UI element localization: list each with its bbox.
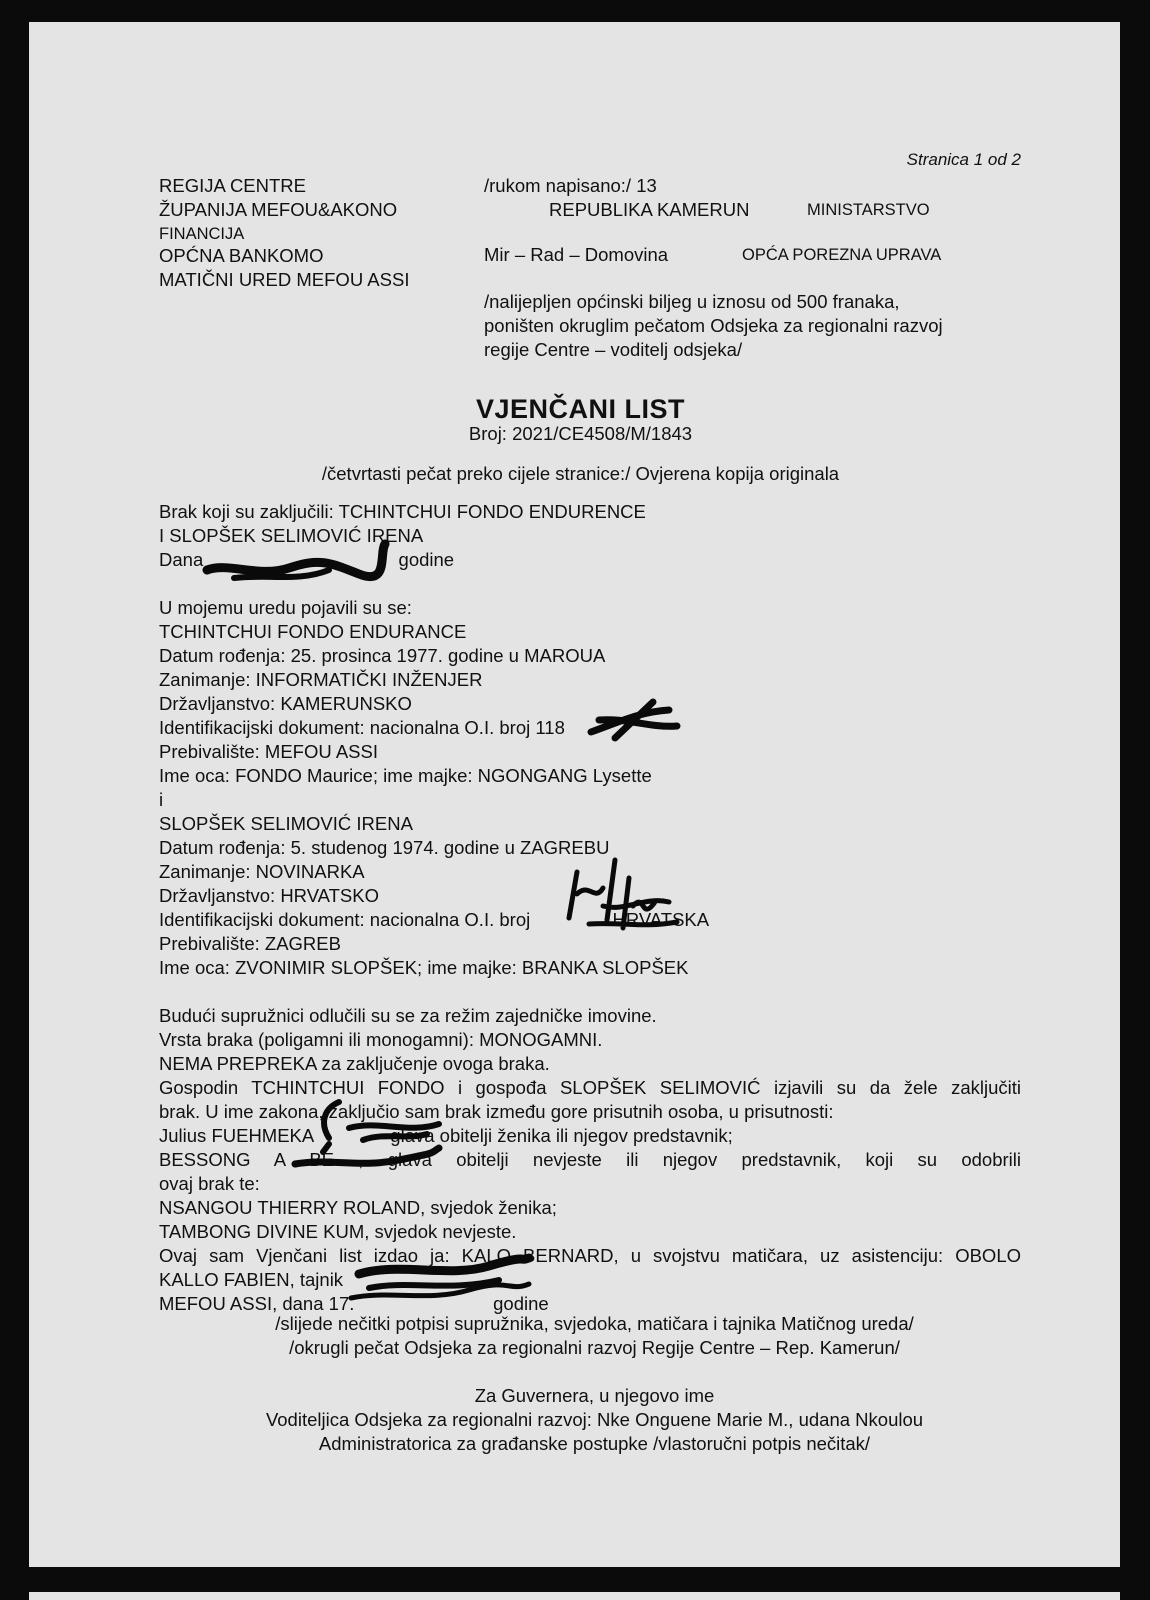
marriage-line: I SLOPŠEK SELIMOVIĆ IRENA — [159, 525, 424, 546]
bride-line: SLOPŠEK SELIMOVIĆ IRENA — [159, 813, 413, 834]
ceremony-line: brak. U ime zakona, zaključio sam brak između gore prisutnih osoba, u prisutnosti: — [159, 1101, 834, 1122]
bride-line: Prebivalište: ZAGREB — [159, 933, 341, 954]
signatures-note: /slijede nečitki potpisi supružnika, svjedoka, matičara i tajnika Matičnog ureda/ — [275, 1313, 914, 1334]
ceremony-line: Julius FUEHMEKA glava obitelji ženika ili njegov predstavnik; — [159, 1125, 733, 1146]
groom-line: Prebivalište: MEFOU ASSI — [159, 741, 378, 762]
document-number: Broj: 2021/CE4508/M/1843 — [468, 423, 693, 444]
groom-line: TCHINTCHUI FONDO ENDURANCE — [159, 621, 467, 642]
bride-line: Datum rođenja: 5. studenog 1974. godine u ZAGREBU — [159, 837, 610, 858]
ministry-label: MINISTARSTVO — [807, 201, 930, 219]
tax-office-label: OPĆA POREZNA UPRAVA — [742, 246, 942, 264]
groom-line: Zanimanje: INFORMATIČKI INŽENJER — [159, 669, 483, 690]
header-left-line: ŽUPANIJA MEFOU&AKONO — [159, 199, 398, 220]
document-title: VJENČANI LIST — [475, 394, 686, 424]
ceremony-line: TAMBONG DIVINE KUM, svjedok nevjeste. — [159, 1221, 517, 1242]
ceremony-line: NSANGOU THIERRY ROLAND, svjedok ženika; — [159, 1197, 557, 1218]
ceremony-line: Gospodin TCHINTCHUI FONDO i gospođa SLOPŠEK SELIMOVIĆ izjavili su da žele zaključiti — [159, 1077, 1021, 1098]
handwritten-note: /rukom napisano:/ 13 — [484, 175, 657, 196]
bride-line: Državljanstvo: HRVATSKO — [159, 885, 380, 906]
groom-line: Državljanstvo: KAMERUNSKO — [159, 693, 412, 714]
redaction-mark — [295, 1148, 439, 1164]
ceremony-line: KALLO FABIEN, tajnik — [159, 1269, 344, 1290]
ceremony-line: BESSONG A BE , glava obitelji nevjeste ili njegov predstavnik, koji su odobrili — [159, 1149, 1021, 1170]
republic-name: REPUBLIKA KAMERUN — [549, 199, 750, 220]
groom-line: Ime oca: FONDO Maurice; ime majke: NGONGANG Lysette — [159, 765, 652, 786]
groom-line: Identifikacijski dokument: nacionalna O.I. broj 118 — [159, 717, 565, 738]
stamp-note-line: regije Centre – voditelj odsjeka/ — [484, 339, 743, 360]
stamp-note-line: poništen okruglim pečatom Odsjeka za regionalni razvoj — [484, 315, 943, 336]
closing-line: Voditeljica Odsjeka za regionalni razvoj: Nke Onguene Marie M., udana Nkoulou — [265, 1409, 924, 1430]
certified-copy-note: /četvrtasti pečat preko cijele stranice:/ Ovjerena kopija originala — [321, 463, 840, 484]
bride-line: Ime oca: ZVONIMIR SLOPŠEK; ime majke: BRANKA SLOPŠEK — [159, 957, 689, 978]
groom-line: i — [159, 789, 164, 810]
ceremony-line: MEFOU ASSI, dana 17. godine — [159, 1293, 549, 1314]
redaction-mark — [207, 544, 385, 577]
closing-line: Administratorica za građanske postupke /vlastoručni potpis nečitak/ — [318, 1433, 871, 1454]
stamp-note-line: /nalijepljen općinski biljeg u iznosu od 500 franaka, — [484, 291, 900, 312]
redaction-mark — [591, 702, 677, 738]
motto: Mir – Rad – Domovina — [484, 244, 669, 265]
next-page-edge — [29, 1592, 1120, 1600]
redaction-mark — [323, 1102, 439, 1152]
header-left-line: REGIJA CENTRE — [159, 175, 306, 196]
groom-line: Datum rođenja: 25. prosinca 1977. godine u MAROUA — [159, 645, 606, 666]
groom-line: U mojemu uredu pojavili su se: — [159, 597, 412, 618]
bride-line: Identifikacijski dokument: nacionalna O.I. broj HRVATSKA — [159, 909, 710, 930]
seal-note: /okrugli pečat Odsjeka za regionalni razvoj Regije Centre – Rep. Kamerun/ — [289, 1337, 900, 1358]
ceremony-line: Ovaj sam Vjenčani list izdao ja: KALO BERNARD, u svojstvu matičara, uz asistenciju: OBOLO — [159, 1245, 1021, 1266]
marriage-line: Brak koji su zaključili: TCHINTCHUI FONDO ENDURENCE — [159, 501, 646, 522]
ceremony-line: Budući supružnici odlučili su se za režim zajedničke imovine. — [159, 1005, 657, 1026]
page-number: Stranica 1 od 2 — [906, 150, 1021, 169]
ceremony-line: ovaj brak te: — [159, 1173, 260, 1194]
ceremony-line: Vrsta braka (poligamni ili monogamni): MONOGAMNI. — [159, 1029, 603, 1050]
redaction-scribbles — [29, 22, 1120, 1567]
marriage-line: Dana godine — [159, 549, 455, 570]
bride-line: Zanimanje: NOVINARKA — [159, 861, 365, 882]
header-left-line: FINANCIJA — [159, 225, 245, 243]
document-page — [29, 22, 1120, 1567]
redaction-mark — [569, 860, 677, 928]
closing-line: Za Guvernera, u njegovo ime — [474, 1385, 715, 1406]
ceremony-line: NEMA PREPREKA za zaključenje ovoga braka. — [159, 1053, 550, 1074]
header-left-line: MATIČNI URED MEFOU ASSI — [159, 269, 410, 290]
redaction-mark — [359, 1258, 529, 1274]
header-left-line: OPĆNA BANKOMO — [159, 245, 324, 266]
